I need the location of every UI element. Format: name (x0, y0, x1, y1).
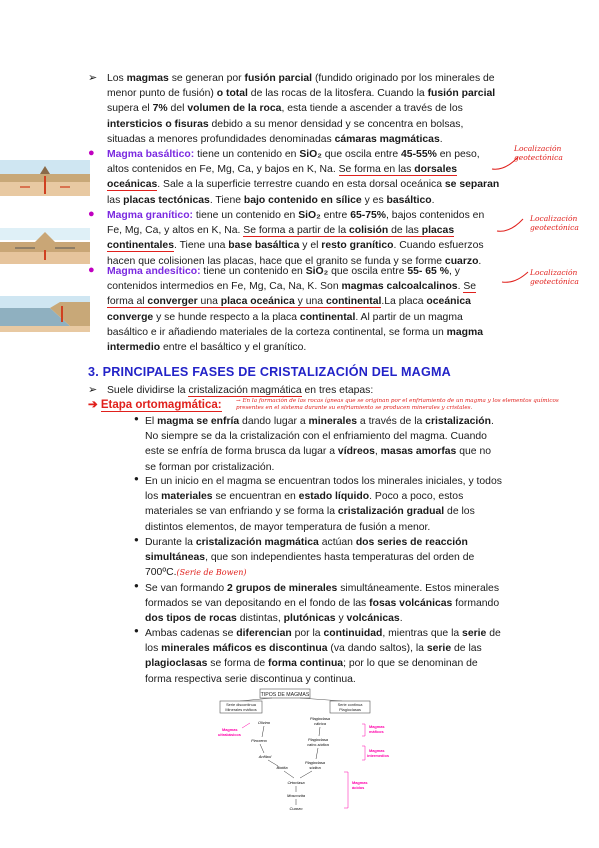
bullet-line: 700ºC.(Serie de Bowen) (145, 567, 247, 579)
bullet-line: materiales se van enfriando y se forma la cristalización gradual de los (145, 506, 475, 518)
magma-basaltico-term: Magma basáltico: (107, 149, 195, 160)
basaltico-line: oceánicas. Sale a la superficie terrestre cuando en esta dorsal oceánica se separan (107, 179, 500, 191)
label-acidos-1: Magmas (352, 780, 368, 785)
bullet-line: El magma se enfría dando lugar a minerales a través de la cristalización. (145, 416, 494, 427)
bullet-line: En un inicio en el magma se encuentran todos los minerales iniciales, y todos (145, 476, 502, 487)
etapa-ortomagmatica-heading: ➔ Etapa ortomagmática: (88, 399, 222, 411)
label-ultrabasicos-1: Magmas (222, 727, 238, 732)
andesitico-line: converge y se hunde respecto a la placa continental. Al partir de un magma (107, 311, 463, 323)
node-piroxeno: Piroxeno (251, 738, 267, 743)
bullet-line: simultáneas, que son independientes hasta temperaturas del orden de (145, 552, 475, 564)
magma-basaltico-paragraph (107, 147, 525, 208)
arrow-bullet-icon: ➢ (88, 72, 98, 84)
bullet-dot-icon: ● (134, 474, 139, 483)
bullet-enfria (145, 414, 535, 475)
andesitico-line: Magma andesítico: tiene un contenido en SiO₂ que oscila entre 55- 65 %, y (107, 266, 460, 277)
right-box-line: Plagioclasas (339, 707, 361, 712)
localizacion-note: Localización geotectónica (514, 144, 563, 162)
bullet-line: Durante la cristalización magmática actúan dos series de reacción (145, 537, 468, 548)
basaltico-line: Magma basáltico: tiene un contenido en SiO₂ que oscila entre 45-55% en peso, (107, 149, 480, 160)
node-olivino: Olivino (257, 720, 271, 725)
basaltico-line: altos contenidos en Fe, Mg, Ca, y bajos en K, Na. Se forma en las dorsales (107, 164, 458, 176)
intro-line: supera el 7% del volumen de la roca, esta tiende a ascender a través de los (107, 103, 463, 115)
bullet-dot-icon: ● (88, 147, 95, 159)
andesitico-line: contenidos intermedios en Fe, Mg, Ca, Na, K. Son magmas calcoalcalinos. Se (107, 281, 477, 293)
andesitico-line: basáltico e ir añadiendo materiales de la corteza continental, se forma un magma (107, 326, 484, 338)
magma-andesitico-paragraph (107, 264, 525, 355)
bullet-line: forma respectiva serie discontinua y continua. (145, 673, 356, 685)
arrow-bullet-icon: ➢ (88, 384, 98, 396)
andesitico-line: forma al converger una placa oceánica y una continental.La placa oceánica (107, 296, 471, 308)
bullet-line: los materiales se encuentran en estado líquido. Poco a poco, estos (145, 491, 464, 503)
intro-paragraph (107, 71, 525, 147)
bullet-line: distintos elementos, de mayor temperatura de fusión a menor. (145, 521, 431, 533)
label-intermedios-2: intermedios (367, 753, 390, 758)
section-heading: 3. PRINCIPALES FASES DE CRISTALIZACIÓN DEL MAGMA (88, 365, 451, 379)
label-ultrabasicos-2: ultrabásicos (218, 732, 241, 737)
bullet-line: los minerales máficos es discontinua (va dando saltos), la serie de las (145, 643, 482, 655)
left-box-line: Serie discontinua (226, 702, 256, 707)
node-biotita: Biotita (276, 765, 288, 770)
intro-line: menor punto de fusión) o total de las rocas de la litosfera. Cuando la fusión parcial (107, 88, 496, 100)
annotation-bracket (495, 215, 525, 235)
label-maficos-1: Magmas (369, 724, 385, 729)
intro-line: Los magmas se generan por fusión parcial (fundido originado por los minerales de (107, 73, 495, 84)
bullet-dot-icon: ● (88, 264, 95, 276)
bullet-line: este se enfría de forma brusca da lugar a vídreos, masas amorfas que no (145, 446, 492, 458)
node-plag-sodica-2: sódica (309, 765, 321, 770)
localizacion-note: Localización geotectónica (530, 214, 579, 232)
bullet-line: se forman por cristalización. (145, 461, 275, 473)
bullet-line: No siempre se da la cristalización con el enfriamiento del magma. Cuando (145, 431, 487, 443)
node-plag-cs-2: calco-sódica (307, 742, 329, 747)
left-box-line: Minerales máficos (225, 707, 257, 712)
bullet-dot-icon: ● (134, 535, 139, 544)
node-plag-sodica-1: Plagioclasa (305, 760, 325, 765)
right-box-line: Serie continua (337, 702, 363, 707)
node-anfibol: Anfíbol (258, 754, 272, 759)
node-plag-cs-1: Plagioclasa (308, 737, 328, 742)
basaltico-line: las placas tectónicas. Tiene bajo contenido en sílice y es basáltico. (107, 194, 435, 206)
label-acidos-2: ácidos (352, 785, 365, 790)
intro-line: situadas a menores profundidades denominadas cámaras magmáticas. (107, 133, 443, 145)
bullet-cadenas (145, 626, 535, 687)
granitico-line: hacen que colisionen las placas, hace que el granito se funda y se forme cuarzo. (107, 255, 482, 267)
magma-granitico-term: Magma granítico: (107, 210, 194, 221)
node-ortoclasa: Ortoclasa (287, 780, 305, 785)
node-plag-calcica-2: cálcica (314, 721, 326, 726)
diagram-title: TIPOS DE MAGMAS (260, 692, 310, 698)
bullet-grupos (145, 581, 535, 627)
bullet-dot-icon: ● (88, 208, 95, 220)
localizacion-note: Localización geotectónica (530, 268, 579, 286)
bullet-line: dos tipos de rocas distintas, plutónicas y volcánicas. (145, 613, 403, 625)
label-intermedios-1: Magmas (369, 748, 385, 753)
bullet-dot-icon: ● (134, 581, 139, 590)
dorsal-oceanica-diagram (0, 160, 90, 196)
bullet-line: Se van formando 2 grupos de minerales simultáneamente. Estos minerales (145, 583, 500, 594)
label-maficos-2: máficos (369, 729, 384, 734)
node-cuarzo: Cuarzo (289, 806, 303, 811)
intro-line: intersticios o fisuras debido a su menor densidad y se concentra en bolsas, (107, 118, 464, 130)
granitico-line: continentales. Tiene una base basáltica y el resto granítico. Cuando esfuerzos (107, 240, 484, 252)
bullet-line: plagioclasas se forma de forma continua; por lo que se denominan de (145, 658, 478, 670)
andesitico-line: intermedio entre el basáltico y el granítico. (107, 342, 307, 354)
serie-bowen-note: (Serie de Bowen) (176, 568, 247, 578)
subduccion-diagram (0, 296, 90, 332)
bullet-line: Ambas cadenas se diferencian por la continuidad, mientras que la serie de (145, 628, 501, 639)
colision-continental-diagram (0, 228, 90, 264)
node-plag-calcica-1: Plagioclasa (310, 716, 330, 721)
bullet-cristalizacion (145, 535, 535, 581)
bullet-dot-icon: ● (134, 626, 139, 635)
granitico-line: Magma granítico: tiene un contenido en SiO₂ entre 65-75%, bajos contenidos en (107, 210, 485, 221)
magma-granitico-paragraph (107, 208, 525, 269)
section-intro: Suele dividirse la cristalización magmática en tres etapas: (107, 385, 374, 396)
granitico-line: Fe, Mg, Ca, y altos en K, Na. Se forma a partir de la colisión de las placas (107, 225, 455, 237)
node-moscovita: Moscovita (286, 793, 306, 798)
bullet-line: formados se van depositando en el fondo de las fosas volcánicas formando (145, 598, 500, 610)
bullet-dot-icon: ● (134, 414, 139, 423)
magma-andesitico-term: Magma andesítico: (107, 266, 201, 277)
etapa-note: → En la formación de las rocas ígneas que se originan por el enfriamiento de un magma y los elementos químicos presentes en el sistema durante su enfriamiento se producen minerales y cristales. (236, 398, 559, 411)
tipos-magmas-diagram (212, 688, 397, 816)
annotation-bracket (500, 268, 530, 286)
bullet-inicio (145, 474, 535, 535)
